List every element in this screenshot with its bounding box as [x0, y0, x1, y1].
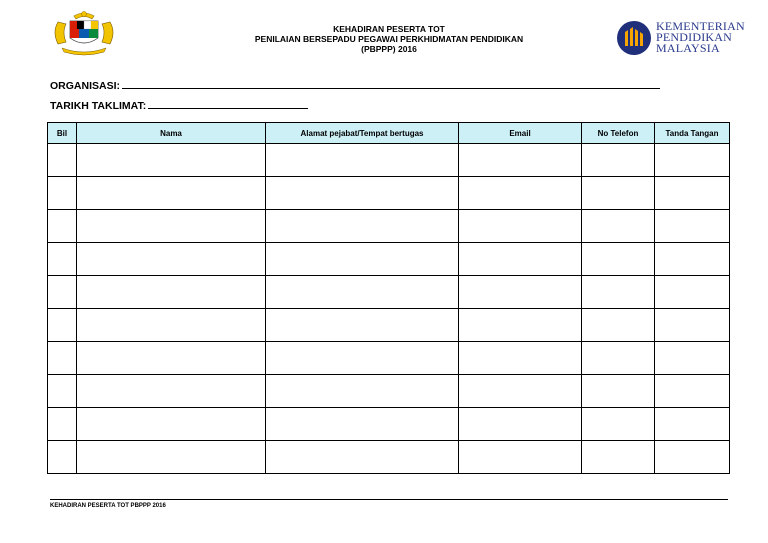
table-row [48, 276, 730, 309]
organisasi-field [50, 78, 660, 92]
table-cell-email[interactable] [459, 210, 582, 243]
table-cell-email[interactable] [459, 375, 582, 408]
table-cell-alamat[interactable] [266, 408, 459, 441]
title-line-3: (PBPPP) 2016 [361, 44, 417, 54]
table-cell-no-telefon[interactable] [582, 144, 655, 177]
column-header-alamat: Alamat pejabat/Tempat bertugas [266, 123, 459, 144]
table-row [48, 408, 730, 441]
table-row [48, 243, 730, 276]
organisasi-label: ORGANISASI: [50, 80, 121, 92]
table-cell-no-telefon[interactable] [582, 210, 655, 243]
table-cell-no-telefon[interactable] [582, 441, 655, 474]
table-row [48, 441, 730, 474]
table-cell-email[interactable] [459, 177, 582, 210]
table-cell-nama[interactable] [77, 375, 266, 408]
table-cell-email[interactable] [459, 309, 582, 342]
organisasi-blank[interactable] [122, 78, 660, 89]
column-header-nama: Nama [77, 123, 266, 144]
table-cell-nama[interactable] [77, 342, 266, 375]
malaysia-coat-of-arms-icon [48, 8, 120, 58]
table-cell-bil[interactable] [48, 441, 77, 474]
table-cell-bil[interactable] [48, 243, 77, 276]
table-cell-bil[interactable] [48, 408, 77, 441]
table-cell-alamat[interactable] [266, 276, 459, 309]
table-cell-nama[interactable] [77, 210, 266, 243]
table-cell-alamat[interactable] [266, 375, 459, 408]
document-title [200, 24, 578, 54]
table-cell-nama[interactable] [77, 144, 266, 177]
table-header-row [48, 123, 730, 144]
tarikh-taklimat-blank[interactable] [148, 98, 308, 109]
table-cell-tanda-tangan[interactable] [655, 243, 730, 276]
table-cell-nama[interactable] [77, 408, 266, 441]
column-header-email: Email [459, 123, 582, 144]
table-cell-email[interactable] [459, 144, 582, 177]
table-cell-email[interactable] [459, 276, 582, 309]
table-row [48, 177, 730, 210]
table-cell-alamat[interactable] [266, 243, 459, 276]
footer-divider [50, 499, 728, 500]
table-cell-alamat[interactable] [266, 441, 459, 474]
tarikh-taklimat-label: TARIKH TAKLIMAT: [50, 100, 147, 112]
table-cell-no-telefon[interactable] [582, 276, 655, 309]
table-cell-nama[interactable] [77, 309, 266, 342]
column-header-bil: Bil [48, 123, 77, 144]
table-row [48, 210, 730, 243]
table-cell-email[interactable] [459, 342, 582, 375]
table-cell-bil[interactable] [48, 375, 77, 408]
table-cell-nama[interactable] [77, 441, 266, 474]
table-cell-alamat[interactable] [266, 309, 459, 342]
table-cell-tanda-tangan[interactable] [655, 309, 730, 342]
table-cell-bil[interactable] [48, 342, 77, 375]
table-cell-nama[interactable] [77, 276, 266, 309]
table-cell-email[interactable] [459, 441, 582, 474]
logo-line-2: PENDIDIKAN [656, 30, 732, 44]
table-cell-tanda-tangan[interactable] [655, 144, 730, 177]
table-cell-bil[interactable] [48, 144, 77, 177]
table-cell-tanda-tangan[interactable] [655, 342, 730, 375]
kpm-logo [616, 18, 754, 58]
attendance-table [47, 122, 730, 474]
table-cell-bil[interactable] [48, 177, 77, 210]
table-cell-nama[interactable] [77, 243, 266, 276]
table-cell-nama[interactable] [77, 177, 266, 210]
table-cell-bil[interactable] [48, 210, 77, 243]
table-row [48, 309, 730, 342]
table-cell-no-telefon[interactable] [582, 243, 655, 276]
logo-line-3: MALAYSIA [656, 41, 720, 55]
table-cell-alamat[interactable] [266, 210, 459, 243]
table-cell-email[interactable] [459, 243, 582, 276]
table-row [48, 375, 730, 408]
table-row [48, 144, 730, 177]
table-cell-email[interactable] [459, 408, 582, 441]
table-cell-tanda-tangan[interactable] [655, 408, 730, 441]
table-cell-bil[interactable] [48, 309, 77, 342]
table-cell-no-telefon[interactable] [582, 177, 655, 210]
table-cell-tanda-tangan[interactable] [655, 177, 730, 210]
table-cell-alamat[interactable] [266, 177, 459, 210]
table-cell-tanda-tangan[interactable] [655, 375, 730, 408]
table-cell-bil[interactable] [48, 276, 77, 309]
table-cell-tanda-tangan[interactable] [655, 441, 730, 474]
footer-text: KEHADIRAN PESERTA TOT PBPPP 2016 [50, 503, 166, 509]
table-cell-alamat[interactable] [266, 342, 459, 375]
table-cell-no-telefon[interactable] [582, 408, 655, 441]
table-cell-no-telefon[interactable] [582, 375, 655, 408]
table-cell-tanda-tangan[interactable] [655, 276, 730, 309]
column-header-tanda-tangan: Tanda Tangan [655, 123, 730, 144]
title-line-2: PENILAIAN BERSEPADU PEGAWAI PERKHIDMATAN PENDIDIKAN [254, 34, 524, 44]
table-row [48, 342, 730, 375]
table-cell-alamat[interactable] [266, 144, 459, 177]
column-header-no-telefon: No Telefon [582, 123, 655, 144]
title-line-1: KEHADIRAN PESERTA TOT [333, 24, 445, 34]
kpm-logo-text [656, 21, 745, 54]
table-cell-tanda-tangan[interactable] [655, 210, 730, 243]
tarikh-taklimat-field [50, 98, 308, 112]
table-cell-no-telefon[interactable] [582, 309, 655, 342]
table-cell-no-telefon[interactable] [582, 342, 655, 375]
kpm-logo-icon [616, 20, 652, 56]
table-body [48, 144, 730, 474]
logo-line-1: KEMENTERIAN [656, 19, 745, 33]
